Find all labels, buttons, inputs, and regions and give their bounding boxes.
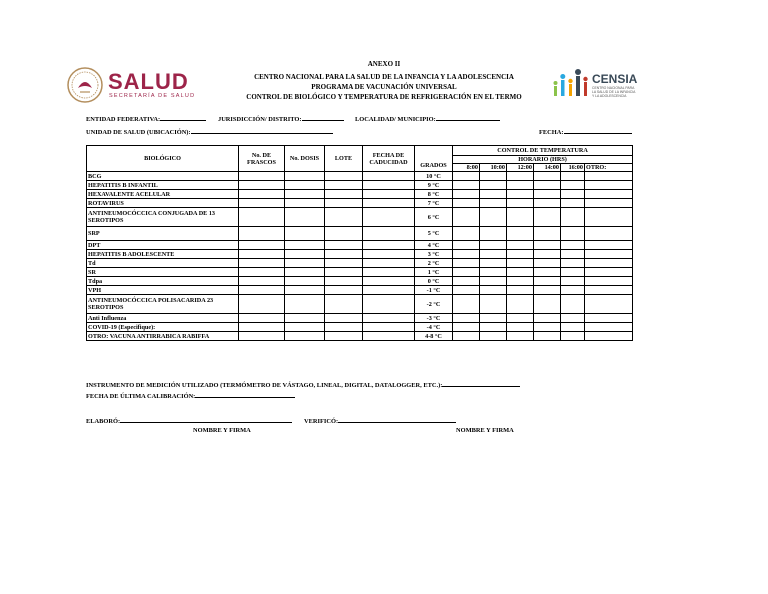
censia-subtitle: CENTRO NACIONAL PARA LA SALUD DE LA INFANCIA Y LA ADOLESCENCIA <box>592 86 636 98</box>
grados-cell: -3 °C <box>415 314 453 323</box>
temperature-check-cell[interactable] <box>585 277 633 286</box>
temperature-check-cell[interactable] <box>561 208 585 227</box>
frascos-cell[interactable] <box>239 295 285 314</box>
dosis-cell[interactable] <box>285 277 325 286</box>
lote-cell[interactable] <box>325 208 363 227</box>
temperature-check-cell[interactable] <box>480 277 507 286</box>
dosis-cell[interactable] <box>285 199 325 208</box>
temperature-check-cell[interactable] <box>585 181 633 190</box>
grados-cell: 7 °C <box>415 199 453 208</box>
dosis-cell[interactable] <box>285 295 325 314</box>
temperature-check-cell[interactable] <box>480 227 507 241</box>
temperature-check-cell[interactable] <box>453 172 480 181</box>
caducidad-cell[interactable] <box>363 227 415 241</box>
caducidad-cell[interactable] <box>363 259 415 268</box>
temperature-check-cell[interactable] <box>453 227 480 241</box>
temperature-check-cell[interactable] <box>480 323 507 332</box>
temperature-check-cell[interactable] <box>585 295 633 314</box>
temperature-check-cell[interactable] <box>585 323 633 332</box>
temperature-check-cell[interactable] <box>507 332 534 341</box>
elaboro-line[interactable] <box>120 416 292 423</box>
localidad-label: LOCALIDAD/ MUNICIPIO: <box>355 116 436 123</box>
horario-header: HORARIO (HRS) <box>453 156 633 164</box>
table-row <box>87 323 633 332</box>
instrumento-line[interactable] <box>442 380 520 387</box>
temperature-check-cell[interactable] <box>534 250 561 259</box>
caducidad-cell[interactable] <box>363 295 415 314</box>
hour-8-header: 8:00 <box>453 164 480 172</box>
dosis-cell[interactable] <box>285 268 325 277</box>
grados-cell: 0 °C <box>415 277 453 286</box>
jurisdiccion-label: JURISDICCIÓN/ DISTRITO: <box>218 116 302 123</box>
lote-cell[interactable] <box>325 181 363 190</box>
col-caducidad-header: FECHA DE CADUCIDAD <box>363 146 415 172</box>
frascos-cell[interactable] <box>239 259 285 268</box>
table-row <box>87 268 633 277</box>
dosis-cell[interactable] <box>285 250 325 259</box>
temperature-check-cell[interactable] <box>480 259 507 268</box>
temperature-check-cell[interactable] <box>453 199 480 208</box>
temperature-check-cell[interactable] <box>561 241 585 250</box>
temperature-check-cell[interactable] <box>453 323 480 332</box>
frascos-cell[interactable] <box>239 199 285 208</box>
lote-cell[interactable] <box>325 250 363 259</box>
temperature-check-cell[interactable] <box>453 181 480 190</box>
temperature-check-cell[interactable] <box>534 241 561 250</box>
grados-cell: 8 °C <box>415 190 453 199</box>
localidad-field[interactable] <box>355 114 500 123</box>
caducidad-cell[interactable] <box>363 190 415 199</box>
lote-cell[interactable] <box>325 172 363 181</box>
lote-cell[interactable] <box>325 190 363 199</box>
temperature-check-cell[interactable] <box>480 172 507 181</box>
temperature-check-cell[interactable] <box>453 190 480 199</box>
hour-otro-header: OTRO: <box>585 164 633 172</box>
grados-cell: 1 °C <box>415 268 453 277</box>
dosis-cell[interactable] <box>285 181 325 190</box>
lote-cell[interactable] <box>325 332 363 341</box>
biologico-cell: HEPATITIS B INFANTIL <box>87 181 239 190</box>
dosis-cell[interactable] <box>285 323 325 332</box>
temperature-check-cell[interactable] <box>534 181 561 190</box>
temperature-check-cell[interactable] <box>480 295 507 314</box>
hour-16-header: 16:00 <box>561 164 585 172</box>
table-row <box>87 250 633 259</box>
temperature-check-cell[interactable] <box>561 250 585 259</box>
header-line-3: CONTROL DE BIOLÓGICO Y TEMPERATURA DE REFRIGERACIÓN EN EL TERMO <box>246 93 522 101</box>
temperature-check-cell[interactable] <box>507 227 534 241</box>
biologico-cell: HEXAVALENTE ACELULAR <box>87 190 239 199</box>
temperature-check-cell[interactable] <box>561 314 585 323</box>
elaboro-nombre-firma: NOMBRE Y FIRMA <box>193 427 251 434</box>
caducidad-cell[interactable] <box>363 286 415 295</box>
temperature-check-cell[interactable] <box>507 241 534 250</box>
dosis-cell[interactable] <box>285 241 325 250</box>
lote-cell[interactable] <box>325 314 363 323</box>
temperature-check-cell[interactable] <box>534 295 561 314</box>
temperature-check-cell[interactable] <box>507 314 534 323</box>
unidad-line[interactable] <box>191 127 333 134</box>
col-dosis-header: No. DOSIS <box>285 146 325 172</box>
frascos-cell[interactable] <box>239 277 285 286</box>
lote-cell[interactable] <box>325 323 363 332</box>
grados-cell: 3 °C <box>415 250 453 259</box>
dosis-cell[interactable] <box>285 332 325 341</box>
temperature-check-cell[interactable] <box>453 268 480 277</box>
temperature-check-cell[interactable] <box>585 172 633 181</box>
biologic-table <box>86 145 633 341</box>
lote-cell[interactable] <box>325 227 363 241</box>
entidad-field[interactable] <box>86 114 206 123</box>
temperature-check-cell[interactable] <box>585 227 633 241</box>
caducidad-cell[interactable] <box>363 314 415 323</box>
temperature-check-cell[interactable] <box>561 268 585 277</box>
censia-wordmark: CENSIA <box>592 72 638 86</box>
lote-cell[interactable] <box>325 259 363 268</box>
temperature-check-cell[interactable] <box>561 332 585 341</box>
temperature-check-cell[interactable] <box>480 190 507 199</box>
hour-12-header: 12:00 <box>507 164 534 172</box>
entidad-line[interactable] <box>160 114 206 121</box>
grados-cell: -1 °C <box>415 286 453 295</box>
biologico-cell: COVID-19 (Especifique): <box>87 323 239 332</box>
temperature-check-cell[interactable] <box>561 323 585 332</box>
temperature-check-cell[interactable] <box>561 277 585 286</box>
temperature-check-cell[interactable] <box>585 259 633 268</box>
temperature-check-cell[interactable] <box>507 323 534 332</box>
biologico-cell: SR <box>87 268 239 277</box>
temperature-check-cell[interactable] <box>561 227 585 241</box>
temperature-check-cell[interactable] <box>561 181 585 190</box>
frascos-cell[interactable] <box>239 332 285 341</box>
header-line-1: CENTRO NACIONAL PARA LA SALUD DE LA INFANCIA Y LA ADOLESCENCIA <box>254 73 514 81</box>
temperature-check-cell[interactable] <box>561 199 585 208</box>
temperature-check-cell[interactable] <box>534 208 561 227</box>
localidad-line[interactable] <box>436 114 500 121</box>
grados-cell: 4 °C <box>415 241 453 250</box>
lote-cell[interactable] <box>325 286 363 295</box>
frascos-cell[interactable] <box>239 241 285 250</box>
dosis-cell[interactable] <box>285 314 325 323</box>
verifico-label: VERIFICÓ: <box>304 418 339 425</box>
lote-cell[interactable] <box>325 268 363 277</box>
temperature-check-cell[interactable] <box>480 181 507 190</box>
temperature-check-cell[interactable] <box>453 277 480 286</box>
temperature-check-cell[interactable] <box>453 259 480 268</box>
eagle-seal-icon <box>66 66 104 104</box>
fecha-line[interactable] <box>564 127 632 134</box>
temperature-check-cell[interactable] <box>585 241 633 250</box>
temperature-check-cell[interactable] <box>507 295 534 314</box>
control-temperatura-header: CONTROL DE TEMPERATURA <box>453 146 633 156</box>
temperature-check-cell[interactable] <box>480 286 507 295</box>
frascos-cell[interactable] <box>239 227 285 241</box>
temperature-check-cell[interactable] <box>453 208 480 227</box>
table-row <box>87 259 633 268</box>
salud-subtitle: SECRETARÍA DE SALUD <box>109 93 196 99</box>
dosis-cell[interactable] <box>285 190 325 199</box>
lote-cell[interactable] <box>325 199 363 208</box>
col-frascos-header: No. DE FRASCOS <box>239 146 285 172</box>
caducidad-cell[interactable] <box>363 172 415 181</box>
temperature-check-cell[interactable] <box>480 241 507 250</box>
dosis-cell[interactable] <box>285 208 325 227</box>
biologico-cell: Anti Influenza <box>87 314 239 323</box>
table-row <box>87 295 633 314</box>
temperature-check-cell[interactable] <box>507 268 534 277</box>
table-row <box>87 332 633 341</box>
calibracion-field[interactable] <box>86 391 295 400</box>
caducidad-cell[interactable] <box>363 332 415 341</box>
grados-cell: 2 °C <box>415 259 453 268</box>
verifico-nombre-firma: NOMBRE Y FIRMA <box>456 427 514 434</box>
temperature-check-cell[interactable] <box>507 208 534 227</box>
table-row <box>87 190 633 199</box>
temperature-check-cell[interactable] <box>585 250 633 259</box>
temperature-check-cell[interactable] <box>453 332 480 341</box>
grados-cell: -2 °C <box>415 295 453 314</box>
salud-logo <box>66 66 206 104</box>
temperature-check-cell[interactable] <box>480 268 507 277</box>
table-row <box>87 208 633 227</box>
temperature-check-cell[interactable] <box>585 286 633 295</box>
verifico-field[interactable] <box>304 416 456 425</box>
temperature-check-cell[interactable] <box>507 277 534 286</box>
header-line-2: PROGRAMA DE VACUNACIÓN UNIVERSAL <box>311 83 457 91</box>
temperature-check-cell[interactable] <box>453 295 480 314</box>
temperature-check-cell[interactable] <box>453 286 480 295</box>
frascos-cell[interactable] <box>239 172 285 181</box>
biologico-cell: VPH <box>87 286 239 295</box>
frascos-cell[interactable] <box>239 323 285 332</box>
table-row <box>87 227 633 241</box>
temperature-check-cell[interactable] <box>585 208 633 227</box>
instrumento-label: INSTRUMENTO DE MEDICIÓN UTILIZADO (TERMÓMETRO DE VÁSTAGO, LINEAL, DIGITAL, DATALOGGER, ETC.): <box>86 382 443 389</box>
table-row <box>87 286 633 295</box>
temperature-check-cell[interactable] <box>534 199 561 208</box>
caducidad-cell[interactable] <box>363 181 415 190</box>
elaboro-field[interactable] <box>86 416 292 425</box>
temperature-check-cell[interactable] <box>480 332 507 341</box>
lote-cell[interactable] <box>325 241 363 250</box>
temperature-check-cell[interactable] <box>561 295 585 314</box>
frascos-cell[interactable] <box>239 208 285 227</box>
temperature-check-cell[interactable] <box>534 277 561 286</box>
temperature-check-cell[interactable] <box>585 314 633 323</box>
caducidad-cell[interactable] <box>363 208 415 227</box>
temperature-check-cell[interactable] <box>561 190 585 199</box>
grados-cell: 9 °C <box>415 181 453 190</box>
table-row <box>87 199 633 208</box>
temperature-check-cell[interactable] <box>507 172 534 181</box>
temperature-check-cell[interactable] <box>534 268 561 277</box>
biologico-cell: BCG <box>87 172 239 181</box>
hour-14-header: 14:00 <box>534 164 561 172</box>
temperature-check-cell[interactable] <box>480 250 507 259</box>
entidad-label: ENTIDAD FEDERATIVA: <box>86 116 161 123</box>
temperature-check-cell[interactable] <box>534 172 561 181</box>
frascos-cell[interactable] <box>239 268 285 277</box>
frascos-cell[interactable] <box>239 181 285 190</box>
biologico-cell: ANTINEUMOCÓCCICA CONJUGADA DE 13 SEROTIPOS <box>87 208 239 227</box>
hour-10-header: 10:00 <box>480 164 507 172</box>
temperature-check-cell[interactable] <box>561 286 585 295</box>
dosis-cell[interactable] <box>285 227 325 241</box>
table-row <box>87 172 633 181</box>
fecha-label: FECHA: <box>539 129 564 136</box>
temperature-check-cell[interactable] <box>534 332 561 341</box>
temperature-check-cell[interactable] <box>585 190 633 199</box>
temperature-check-cell[interactable] <box>507 181 534 190</box>
frascos-cell[interactable] <box>239 250 285 259</box>
elaboro-label: ELABORÓ: <box>86 418 121 425</box>
temperature-check-cell[interactable] <box>585 199 633 208</box>
table-row <box>87 277 633 286</box>
caducidad-cell[interactable] <box>363 268 415 277</box>
table-row <box>87 314 633 323</box>
family-figures-icon <box>552 66 592 102</box>
temperature-check-cell[interactable] <box>453 250 480 259</box>
temperature-check-cell[interactable] <box>534 286 561 295</box>
biologico-cell: Td <box>87 259 239 268</box>
frascos-cell[interactable] <box>239 286 285 295</box>
temperature-check-cell[interactable] <box>507 286 534 295</box>
caducidad-cell[interactable] <box>363 199 415 208</box>
biologico-cell: HEPATITIS B ADOLESCENTE <box>87 250 239 259</box>
biologico-cell: SRP <box>87 227 239 241</box>
annex-title: ANEXO II <box>367 60 401 68</box>
temperature-check-cell[interactable] <box>453 314 480 323</box>
caducidad-cell[interactable] <box>363 250 415 259</box>
grados-cell: 4-8 °C <box>415 332 453 341</box>
grados-cell: -4 °C <box>415 323 453 332</box>
temperature-check-cell[interactable] <box>534 323 561 332</box>
temperature-check-cell[interactable] <box>534 227 561 241</box>
calibracion-line[interactable] <box>195 391 295 398</box>
jurisdiccion-line[interactable] <box>302 114 344 121</box>
temperature-check-cell[interactable] <box>561 259 585 268</box>
col-biologico-header: BIOLÓGICO <box>87 146 239 172</box>
frascos-cell[interactable] <box>239 190 285 199</box>
temperature-check-cell[interactable] <box>507 199 534 208</box>
caducidad-cell[interactable] <box>363 323 415 332</box>
temperature-check-cell[interactable] <box>534 190 561 199</box>
biologico-cell: OTRO: VACUNA ANTIRRABICA RABIFFA <box>87 332 239 341</box>
temperature-check-cell[interactable] <box>534 314 561 323</box>
dosis-cell[interactable] <box>285 259 325 268</box>
temperature-check-cell[interactable] <box>507 190 534 199</box>
verifico-line[interactable] <box>338 416 456 423</box>
temperature-check-cell[interactable] <box>507 250 534 259</box>
grados-cell: 10 °C <box>415 172 453 181</box>
temperature-check-cell[interactable] <box>561 172 585 181</box>
temperature-check-cell[interactable] <box>480 199 507 208</box>
temperature-check-cell[interactable] <box>585 268 633 277</box>
table-row <box>87 181 633 190</box>
caducidad-cell[interactable] <box>363 241 415 250</box>
temperature-check-cell[interactable] <box>507 259 534 268</box>
temperature-check-cell[interactable] <box>480 314 507 323</box>
col-grados-header: GRADOS <box>415 146 453 172</box>
jurisdiccion-field[interactable] <box>218 114 344 123</box>
fecha-field[interactable] <box>539 127 632 136</box>
lote-cell[interactable] <box>325 277 363 286</box>
lote-cell[interactable] <box>325 295 363 314</box>
calibracion-label: FECHA DE ÚLTIMA CALIBRACIÓN: <box>86 393 196 400</box>
unidad-label: UNIDAD DE SALUD (UBICACIÓN): <box>86 129 191 136</box>
biologico-cell: DPT <box>87 241 239 250</box>
table-row <box>87 241 633 250</box>
caducidad-cell[interactable] <box>363 277 415 286</box>
instrumento-field[interactable] <box>86 380 520 389</box>
unidad-field[interactable] <box>86 127 333 136</box>
salud-wordmark: SALUD <box>108 69 189 94</box>
grados-cell: 6 °C <box>415 208 453 227</box>
col-lote-header: LOTE <box>325 146 363 172</box>
temperature-check-cell[interactable] <box>480 208 507 227</box>
temperature-check-cell[interactable] <box>453 241 480 250</box>
biologico-cell: ANTINEUMOCÓCCICA POLISACARIDA 23 SEROTIPOS <box>87 295 239 314</box>
dosis-cell[interactable] <box>285 172 325 181</box>
frascos-cell[interactable] <box>239 314 285 323</box>
temperature-check-cell[interactable] <box>534 259 561 268</box>
biologico-cell: ROTAVIRUS <box>87 199 239 208</box>
dosis-cell[interactable] <box>285 286 325 295</box>
biologico-cell: Tdpa <box>87 277 239 286</box>
censia-logo <box>552 64 638 102</box>
grados-cell: 5 °C <box>415 227 453 241</box>
temperature-check-cell[interactable] <box>585 332 633 341</box>
